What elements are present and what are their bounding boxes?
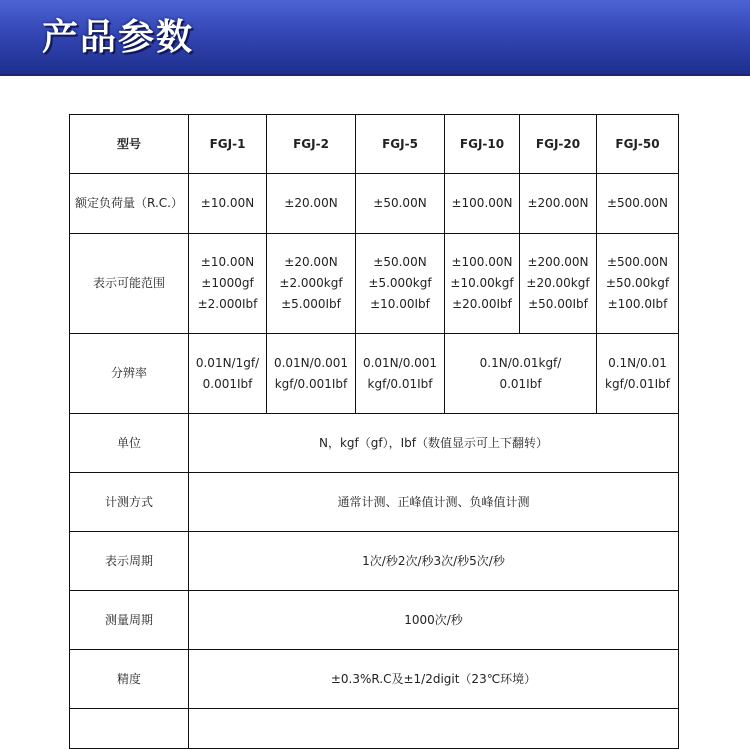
header-banner [0, 0, 750, 76]
cell-line: ±20.00Ibf [452, 297, 512, 311]
cell-line: ±500.00N [606, 255, 669, 269]
table-cell [597, 234, 679, 334]
cell-line: ±50.00Ibf [528, 297, 588, 311]
cell-line: kgf/0.01Ibf [605, 376, 670, 391]
table-cell: ±500.00N [597, 174, 679, 234]
row-label-measure-cycle: 测量周期 [70, 591, 189, 650]
cell-line: kgf/0.001Ibf [274, 376, 348, 391]
table-row-measure-cycle [70, 591, 679, 650]
cell-line: ±1000gf [201, 276, 254, 290]
cell-line: 0.01N/1gf/ [195, 355, 260, 370]
column-header-fgj-10: FGJ-10 [445, 115, 520, 174]
row-label-display-range: 表示可能范围 [70, 234, 189, 334]
row-label-resolution: 分辨率 [70, 334, 189, 414]
table-cell [356, 234, 445, 334]
table-row-display-cycle [70, 532, 679, 591]
cell-line: ±100.0Ibf [607, 297, 668, 311]
table-cell [70, 709, 189, 749]
table-cell: ±50.00N [356, 174, 445, 234]
cell-line: ±200.00N [527, 255, 589, 269]
table-row-unit [70, 414, 679, 473]
row-label-unit: 单位 [70, 414, 189, 473]
column-header-fgj-1: FGJ-1 [189, 115, 267, 174]
table-cell [356, 334, 445, 414]
cell-line: ±10.00Ibf [370, 297, 430, 311]
table-cell: ±100.00N [445, 174, 520, 234]
cell-line: ±10.00N [200, 255, 255, 269]
table-row-partial [70, 709, 679, 749]
table-row-measure-mode [70, 473, 679, 532]
table-cell [189, 334, 267, 414]
column-header-fgj-5: FGJ-5 [356, 115, 445, 174]
cell-line: 0.1N/0.01 [608, 355, 667, 370]
row-label-display-cycle: 表示周期 [70, 532, 189, 591]
cell-line: 0.1N/0.01kgf/ [479, 355, 562, 370]
cell-line: ±100.00N [451, 255, 513, 269]
table-row-resolution [70, 334, 679, 414]
row-label-rated-load: 额定负荷量（R.C.） [70, 174, 189, 234]
table-cell: ±20.00N [267, 174, 356, 234]
table-cell [189, 709, 679, 749]
table-cell [189, 234, 267, 334]
spec-table [69, 114, 679, 749]
table-cell [520, 234, 597, 334]
table-cell: ±10.00N [189, 174, 267, 234]
cell-line: ±5.000Ibf [281, 297, 341, 311]
cell-line: 0.01N/0.001 [362, 355, 438, 370]
table-cell: N，kgf（gf），Ibf（数值显示可上下翻转） [189, 414, 679, 473]
row-label-accuracy: 精度 [70, 650, 189, 709]
cell-line: ±5.000kgf [368, 276, 432, 290]
cell-line: ±50.00kgf [605, 276, 670, 290]
table-cell: 1次/秒2次/秒3次/秒5次/秒 [189, 532, 679, 591]
cell-line: ±20.00kgf [526, 276, 590, 290]
table-cell [445, 334, 597, 414]
column-header-fgj-50: FGJ-50 [597, 115, 679, 174]
cell-line: ±20.00N [284, 255, 338, 269]
cell-line: ±2.000kgf [279, 276, 343, 290]
cell-line: 0.01Ibf [499, 376, 542, 391]
table-header-row [70, 115, 679, 174]
table-cell: 通常计测、正峰值计测、负峰值计测 [189, 473, 679, 532]
table-row-display-range [70, 234, 679, 334]
table-cell [445, 234, 520, 334]
table-cell: 1000次/秒 [189, 591, 679, 650]
cell-line: ±2.000Ibf [197, 297, 258, 311]
table-cell: ±200.00N [520, 174, 597, 234]
table-row-accuracy [70, 650, 679, 709]
page-title: 产品参数 [42, 17, 195, 58]
table-cell [267, 234, 356, 334]
row-label-measure-mode: 计测方式 [70, 473, 189, 532]
cell-line: ±10.00kgf [450, 276, 514, 290]
table-row-rated-load [70, 174, 679, 234]
column-header-fgj-2: FGJ-2 [267, 115, 356, 174]
cell-line: kgf/0.01Ibf [367, 376, 433, 391]
cell-line: 0.001Ibf [202, 376, 253, 391]
cell-line: ±50.00N [373, 255, 427, 269]
column-header-model: 型号 [70, 115, 189, 174]
table-cell [597, 334, 679, 414]
table-cell: ±0.3%R.C及±1/2digit（23℃环境） [189, 650, 679, 709]
table-cell [267, 334, 356, 414]
cell-line: 0.01N/0.001 [273, 355, 349, 370]
column-header-fgj-20: FGJ-20 [520, 115, 597, 174]
